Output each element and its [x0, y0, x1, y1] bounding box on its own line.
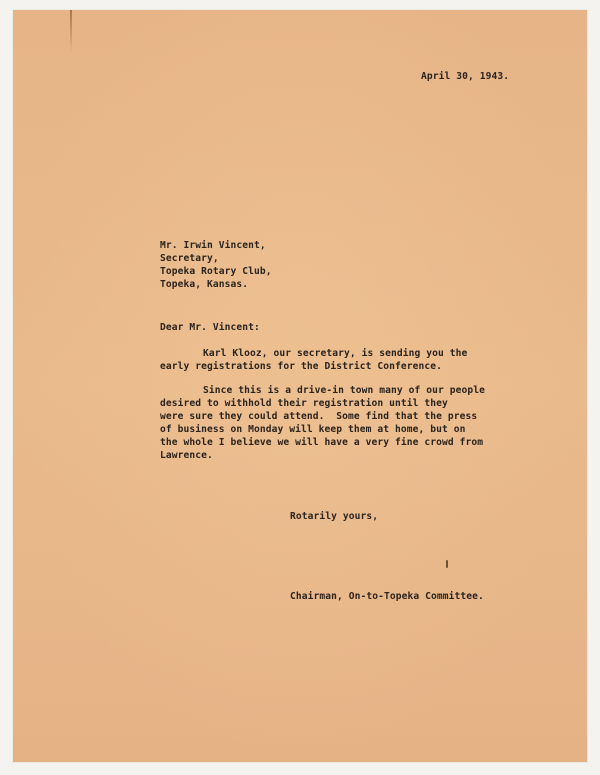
- paragraph1-line: Karl Klooz, our secretary, is sending you the: [203, 348, 468, 359]
- paragraph2-line: desired to withhold their registration until they: [160, 398, 448, 409]
- complimentary-closing: Rotarily yours,: [290, 511, 379, 522]
- ink-mark: [446, 560, 448, 568]
- paragraph2-line: of business on Monday will keep them at home, but on: [160, 424, 466, 435]
- address-line-city: Topeka, Kansas.: [160, 279, 249, 290]
- salutation: Dear Mr. Vincent:: [160, 322, 260, 333]
- paragraph2-line: Since this is a drive-in town many of our people: [203, 385, 486, 396]
- letter-date: April 30, 1943.: [421, 71, 510, 82]
- paper-crease: [70, 10, 72, 52]
- paragraph2-line: Lawrence.: [160, 450, 213, 461]
- signature-title: Chairman, On-to-Topeka Committee.: [290, 591, 484, 602]
- address-line-title: Secretary,: [160, 253, 219, 264]
- address-line-name: Mr. Irwin Vincent,: [160, 240, 266, 251]
- paragraph2-line: were sure they could attend. Some find that the press: [160, 411, 478, 422]
- paragraph1-line: early registrations for the District Conference.: [160, 361, 443, 372]
- address-line-organization: Topeka Rotary Club,: [160, 266, 272, 277]
- paragraph2-line: the whole I believe we will have a very fine crowd from: [160, 437, 484, 448]
